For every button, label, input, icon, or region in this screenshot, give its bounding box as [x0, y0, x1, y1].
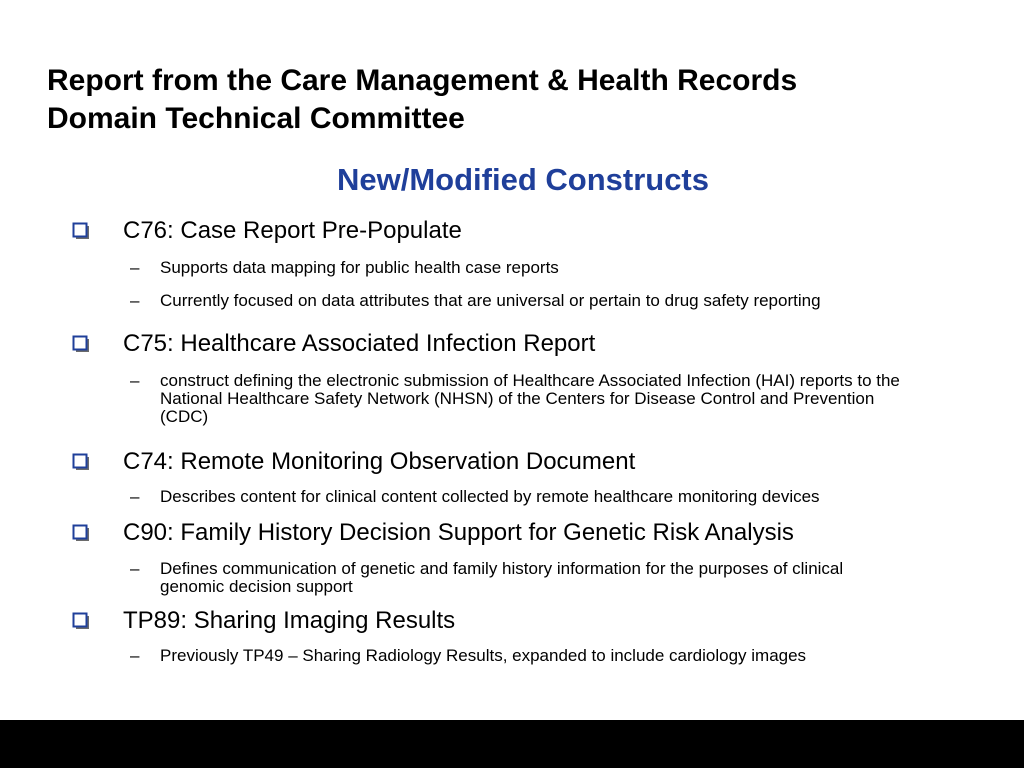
checkbox-bullet-icon	[72, 335, 90, 353]
sub-item	[72, 292, 900, 310]
sub-item	[72, 372, 900, 426]
item-label: C90: Family History Decision Support for Genetic Risk Analysis	[123, 519, 794, 546]
sub-item-text: Describes content for clinical content collected by remote healthcare monitoring devices	[160, 487, 820, 506]
sub-item	[72, 259, 900, 277]
sub-item-text: Currently focused on data attributes that are universal or pertain to drug safety reporting	[160, 291, 821, 310]
sub-item	[72, 560, 900, 596]
dash-bullet: –	[130, 559, 140, 578]
sub-item-text: Supports data mapping for public health case reports	[160, 258, 559, 277]
sub-item-text: Previously TP49 – Sharing Radiology Results, expanded to include cardiology images	[160, 646, 807, 665]
checkbox-bullet-icon	[72, 524, 90, 542]
list-item	[72, 605, 992, 665]
item-label: C75: Healthcare Associated Infection Report	[123, 330, 596, 357]
checkbox-bullet-icon	[72, 222, 90, 240]
list-item	[72, 215, 992, 310]
list-item	[72, 446, 992, 506]
checkbox-bullet-icon	[72, 453, 90, 471]
dash-bullet: –	[130, 371, 140, 390]
item-label: C74: Remote Monitoring Observation Document	[123, 448, 636, 475]
dash-bullet: –	[130, 258, 140, 277]
sub-item	[72, 488, 900, 506]
slide-title	[47, 62, 987, 138]
slide-subtitle: New/Modified Constructs	[336, 162, 709, 197]
list-item	[72, 328, 992, 426]
list-item	[72, 517, 992, 596]
sub-item-text: Defines communication of genetic and family history information for the purposes of clinical genomic decision support	[160, 559, 844, 596]
sub-item	[72, 647, 900, 665]
item-label: TP89: Sharing Imaging Results	[123, 607, 456, 634]
item-label: C76: Case Report Pre-Populate	[123, 217, 462, 244]
dash-bullet: –	[130, 291, 140, 310]
checkbox-bullet-icon	[72, 612, 90, 630]
slide-title-line-2: Domain Technical Committee	[47, 102, 465, 135]
sub-item-text: construct defining the electronic submission of Healthcare Associated Infection (HAI) reports to the National Healthcare Safety Network (NHSN) of the Centers for Disease Control and Prevention (CDC)	[160, 371, 900, 426]
dash-bullet: –	[130, 487, 140, 506]
slide-title-line-1: Report from the Care Management & Health Records	[47, 64, 798, 97]
dash-bullet: –	[130, 646, 140, 665]
footer-bar	[0, 720, 1024, 768]
